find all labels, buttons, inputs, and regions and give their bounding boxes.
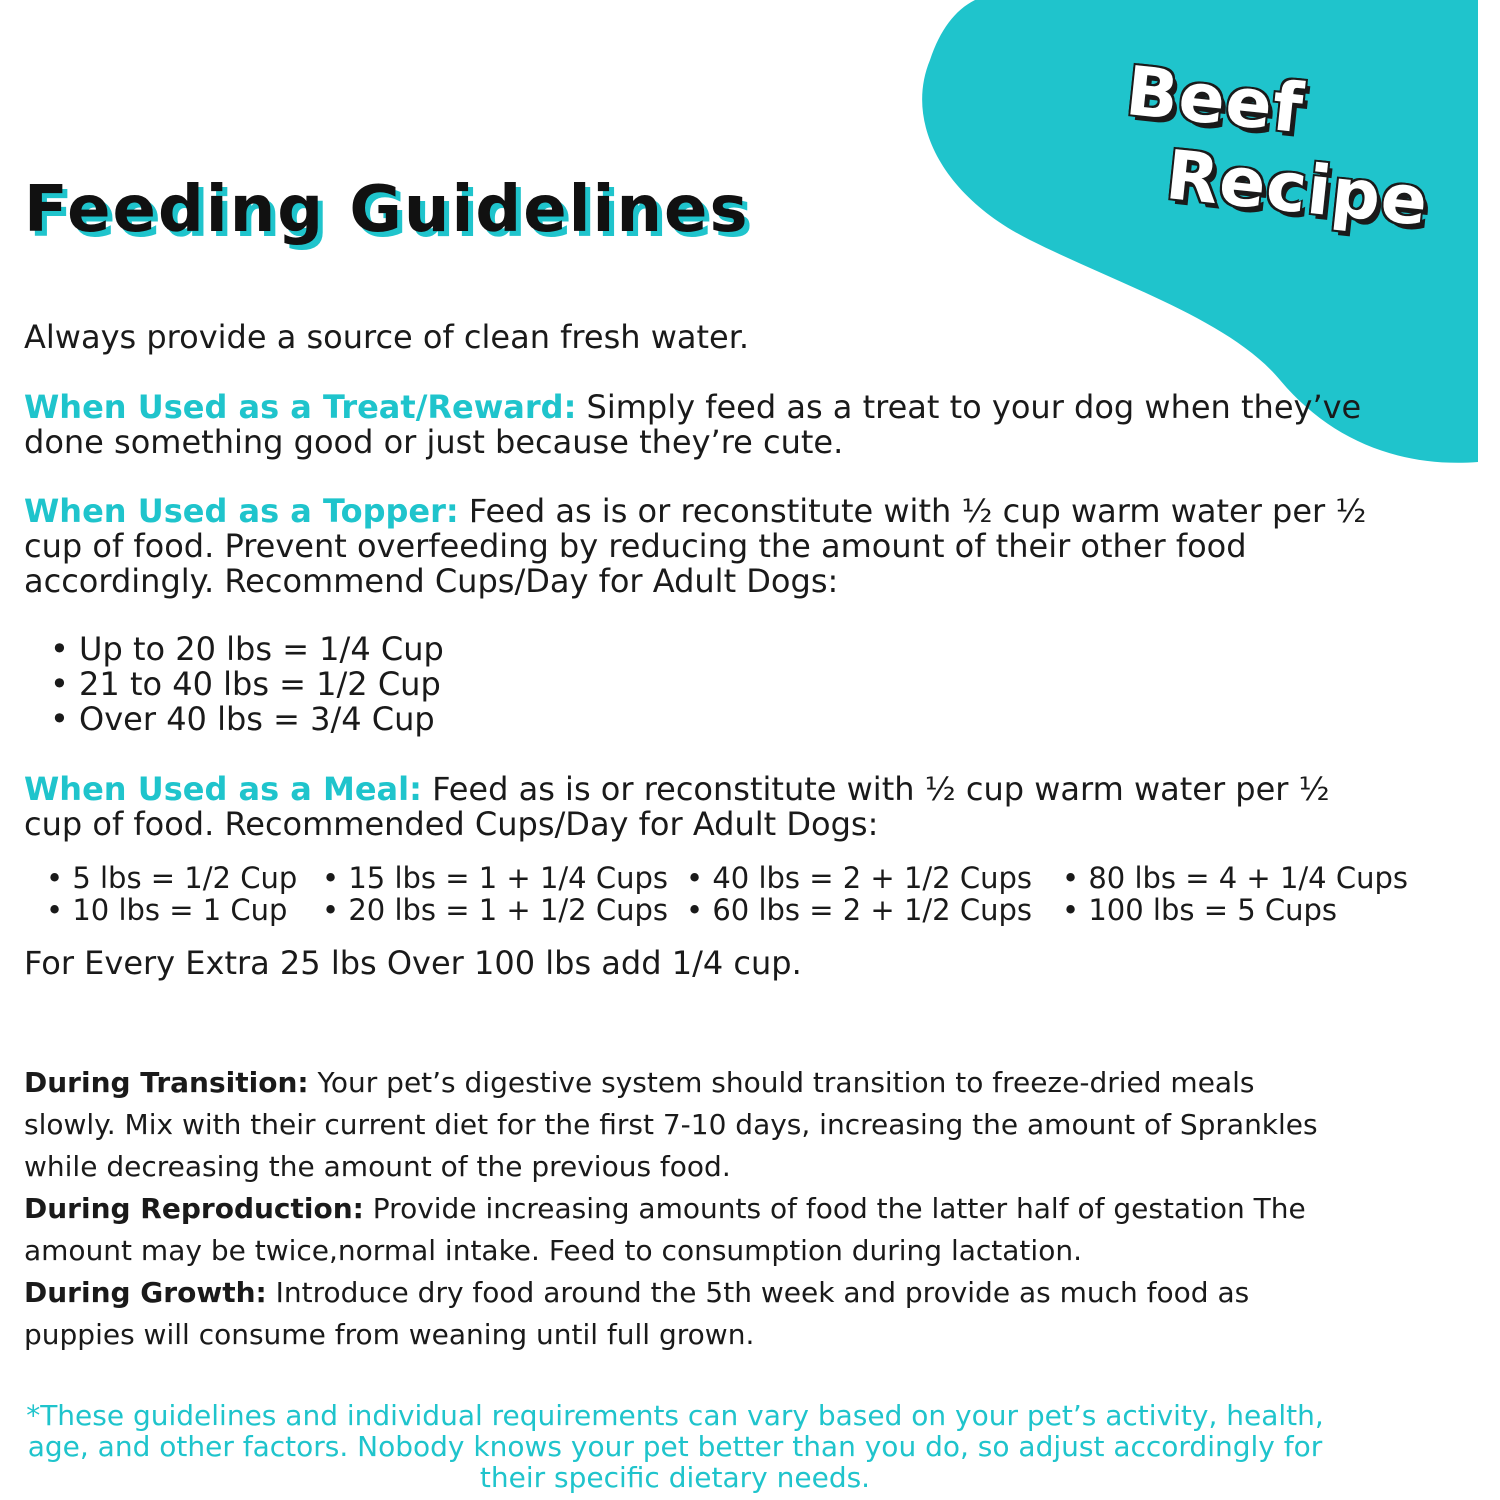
meal-column-2 xyxy=(322,862,668,926)
list-item: • 20 lbs = 1 + 1/2 Cups xyxy=(322,894,668,926)
meal-column-1 xyxy=(46,862,297,926)
list-item: • 10 lbs = 1 Cup xyxy=(46,894,297,926)
list-item: • 60 lbs = 2 + 1/2 Cups xyxy=(686,894,1032,926)
growth-text: Introduce dry food around the 5th week and provide as much food as puppies will consume from weaning until full grown. xyxy=(24,1276,1250,1351)
reproduction-paragraph xyxy=(24,1188,1354,1272)
meal-column-3 xyxy=(686,862,1032,926)
list-item: • 21 to 40 lbs = 1/2 Cup xyxy=(50,667,444,702)
recipe-badge xyxy=(1122,52,1433,243)
growth-paragraph xyxy=(24,1272,1354,1356)
footnote: *These guidelines and individual requirements can vary based on your pet’s activity, health, age, and other factors. Nobody knows your pet better than you do, so adjust accordingly for their specific dietary needs. xyxy=(26,1399,1324,1494)
list-item: • Up to 20 lbs = 1/4 Cup xyxy=(50,632,444,667)
growth-label: During Growth: xyxy=(24,1276,267,1309)
list-item: • 15 lbs = 1 + 1/4 Cups xyxy=(322,862,668,894)
topper-list xyxy=(50,632,444,737)
badge-word-beef: Beef xyxy=(1122,52,1308,150)
list-item: • 100 lbs = 5 Cups xyxy=(1062,894,1408,926)
treat-label: When Used as a Treat/Reward: xyxy=(24,388,577,426)
topper-text: Feed as is or reconstitute with ½ cup warm water per ½ cup of food. Prevent overfeeding by reducing the amount of their other food accordingly. Recommend Cups/Day for Adult Dogs: xyxy=(24,492,1367,600)
meal-column-4 xyxy=(1062,862,1408,926)
treat-paragraph xyxy=(24,390,1384,460)
topper-label: When Used as a Topper: xyxy=(24,492,459,530)
meal-label: When Used as a Meal: xyxy=(24,770,422,808)
list-item: • 40 lbs = 2 + 1/2 Cups xyxy=(686,862,1032,894)
badge-word-recipe: Recipe xyxy=(1162,136,1433,243)
topper-paragraph xyxy=(24,494,1384,599)
reproduction-text: Provide increasing amounts of food the latter half of gestation The amount may be twice,normal intake. Feed to consumption during lactation. xyxy=(24,1192,1306,1267)
list-item: • Over 40 lbs = 3/4 Cup xyxy=(50,702,444,737)
list-item: • 5 lbs = 1/2 Cup xyxy=(46,862,297,894)
reproduction-label: During Reproduction: xyxy=(24,1192,364,1225)
transition-paragraph xyxy=(24,1062,1354,1188)
extra-weight-note: For Every Extra 25 lbs Over 100 lbs add 1/4 cup. xyxy=(24,944,802,982)
treat-text: Simply feed as a treat to your dog when they’ve done something good or just because they’re cute. xyxy=(24,388,1362,461)
page-title: Feeding Guidelines xyxy=(24,173,750,247)
meal-paragraph xyxy=(24,772,1384,842)
transition-text: Your pet’s digestive system should transition to freeze-dried meals slowly. Mix with their current diet for the first 7-10 days, increasing the amount of Sprankles while decreasing the amount of the previous food. xyxy=(24,1066,1318,1183)
transition-label: During Transition: xyxy=(24,1066,309,1099)
meal-text: Feed as is or reconstitute with ½ cup warm water per ½ cup of food. Recommended Cups/Day for Adult Dogs: xyxy=(24,770,1330,843)
list-item: • 80 lbs = 4 + 1/4 Cups xyxy=(1062,862,1408,894)
intro-text: Always provide a source of clean fresh water. xyxy=(24,318,750,356)
